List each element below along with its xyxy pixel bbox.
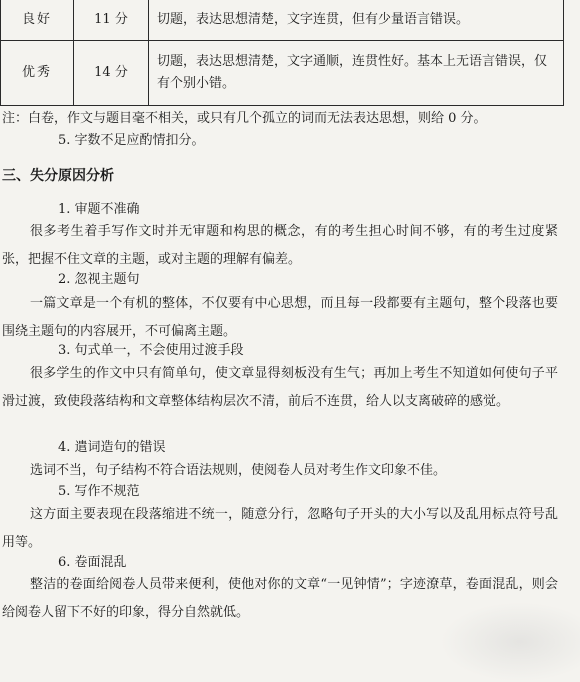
item-body: 整洁的卷面给阅卷人员带来便利，使他对你的文章“一见钟情”；字迹潦草，卷面混乱，则会给阅卷人留下不好的印象，得分自然就低。 xyxy=(2,577,558,620)
item-body: 很多考生着手写作文时并无审题和构思的概念，有的考生担心时间不够，有的考生过度紧张，把握不住文章的主题，或对主题的理解有偏差。 xyxy=(2,224,558,267)
watermark-stamp xyxy=(440,602,580,682)
table-row xyxy=(1,41,564,106)
section-title: 三、失分原因分析 xyxy=(2,168,114,184)
item-body: 这方面主要表现在段落缩进不统一，随意分行，忽略句子开头的大小写以及乱用标点符号乱用等。 xyxy=(2,507,558,550)
description-cell: 切题，表达思想清楚，文字通顺，连贯性好。基本上无语言错误，仅有个别小错。 xyxy=(149,41,564,106)
note-word-count: 5. 字数不足应酌情扣分。 xyxy=(58,133,205,148)
item-heading: 6. 卷面混乱 xyxy=(58,555,127,570)
description-cell: 切题，表达思想清楚，文字连贯，但有少量语言错误。 xyxy=(149,0,564,41)
item-body: 选词不当，句子结构不符合语法规则，使阅卷人员对考生作文印象不佳。 xyxy=(30,463,447,478)
item-heading: 4. 遣词造句的错误 xyxy=(58,440,166,455)
item-heading: 3. 句式单一，不会使用过渡手段 xyxy=(58,343,244,358)
level-cell: 良好 xyxy=(1,0,74,41)
item-body: 很多学生的作文中只有简单句，使文章显得刻板没有生气；再加上考生不知道如何使句子平滑过渡，致使段落结构和文章整体结构层次不清，前后不连贯，给人以支离破碎的感觉。 xyxy=(2,366,558,409)
item-heading: 2. 忽视主题句 xyxy=(58,272,140,287)
level-cell: 优秀 xyxy=(1,41,74,106)
item-heading: 1. 审题不准确 xyxy=(58,202,140,217)
grading-table xyxy=(0,0,564,106)
item-body: 一篇文章是一个有机的整体，不仅要有中心思想，而且每一段都要有主题句，整个段落也要围绕主题句的内容展开，不可偏离主题。 xyxy=(2,296,558,339)
table-row xyxy=(1,0,564,41)
note-blank-paper: 注：白卷，作文与题目毫不相关，或只有几个孤立的词而无法表达思想，则给 0 分。 xyxy=(2,111,487,126)
item-heading: 5. 写作不规范 xyxy=(58,484,140,499)
score-cell: 11 分 xyxy=(74,0,149,41)
score-cell: 14 分 xyxy=(74,41,149,106)
